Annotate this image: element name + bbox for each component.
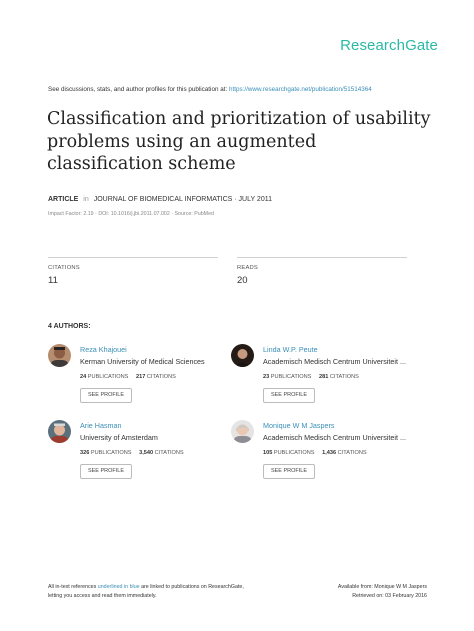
publications-count: 326 <box>80 450 90 456</box>
researchgate-logo[interactable]: ResearchGate <box>340 37 438 54</box>
author-card <box>231 344 416 414</box>
citations-count: 281 <box>318 374 329 380</box>
see-profile-button[interactable]: SEE PROFILE <box>80 388 132 403</box>
citations-label: CITATIONS <box>48 265 80 271</box>
publications-label: PUBLICATIONS <box>273 450 315 456</box>
footer-pre: All in-text references <box>48 584 98 590</box>
author-institution: University of Amsterdam <box>80 433 158 442</box>
discussion-text: See discussions, stats, and author profiles for this publication at: <box>48 86 229 93</box>
author-counts <box>80 374 176 380</box>
authors-heading: 4 AUTHORS: <box>48 323 91 330</box>
see-profile-button[interactable]: SEE PROFILE <box>263 388 315 403</box>
see-profile-button[interactable]: SEE PROFILE <box>80 464 132 479</box>
publications-label: PUBLICATIONS <box>87 374 129 380</box>
footer-note-line-1 <box>48 583 244 592</box>
author-institution: Academisch Medisch Centrum Universiteit ... <box>263 433 406 442</box>
publications-label: PUBLICATIONS <box>90 450 132 456</box>
author-card <box>231 420 416 490</box>
author-institution: Academisch Medisch Centrum Universiteit ... <box>263 357 406 366</box>
author-counts <box>80 450 184 456</box>
author-counts <box>263 450 367 456</box>
publications-count: 23 <box>263 374 270 380</box>
publication-sub-meta: Impact Factor: 2.19 · DOI: 10.1016/j.jbi.2011.07.002 · Source: PubMed <box>48 211 214 217</box>
citations-label: CITATIONS <box>154 450 184 456</box>
publication-link[interactable]: https://www.researchgate.net/publication/51514364 <box>228 86 372 93</box>
publications-count: 24 <box>80 374 87 380</box>
underlined-link-example[interactable]: underlined in blue <box>97 584 140 590</box>
in-label: in <box>83 196 89 203</box>
author-card <box>48 344 233 414</box>
avatar[interactable] <box>48 420 71 443</box>
publication-type: ARTICLE <box>48 196 79 203</box>
author-name[interactable]: Reza Khajouei <box>80 345 127 354</box>
publications-count: 105 <box>263 450 273 456</box>
avatar[interactable] <box>48 344 71 367</box>
citations-count: 217 <box>135 374 146 380</box>
author-counts <box>263 374 359 380</box>
reads-label: READS <box>237 265 258 271</box>
citations-label: CITATIONS <box>329 374 359 380</box>
reads-stat <box>237 257 407 286</box>
author-card <box>48 420 233 490</box>
citations-label: CITATIONS <box>146 374 176 380</box>
author-name[interactable]: Monique W M Jaspers <box>263 421 335 430</box>
publications-label: PUBLICATIONS <box>270 374 312 380</box>
citations-count: 3,540 <box>139 450 154 456</box>
author-name[interactable]: Arie Hasman <box>80 421 122 430</box>
footer-availability <box>338 583 427 601</box>
avatar[interactable] <box>231 420 254 443</box>
available-from: Available from: Monique W M Jaspers <box>337 584 427 590</box>
author-institution: Kerman University of Medical Sciences <box>80 357 205 366</box>
publication-meta <box>48 196 272 203</box>
journal-venue[interactable]: JOURNAL OF BIOMEDICAL INFORMATICS · JULY 2011 <box>93 196 272 203</box>
author-name[interactable]: Linda W.P. Peute <box>263 345 318 354</box>
citations-stat <box>48 257 218 286</box>
publication-title: Classification and prioritization of usability problems using an augmented classification scheme <box>47 109 431 174</box>
reads-value: 20 <box>237 275 248 286</box>
citations-label: CITATIONS <box>337 450 367 456</box>
avatar[interactable] <box>231 344 254 367</box>
citations-value: 11 <box>48 275 58 286</box>
footer-note <box>48 583 244 601</box>
citations-count: 1,436 <box>322 450 337 456</box>
retrieved-on: Retrieved on: 03 February 2016 <box>352 593 427 599</box>
footer-note-line-2: letting you access and read them immediately. <box>48 593 157 599</box>
see-profile-button[interactable]: SEE PROFILE <box>263 464 315 479</box>
footer-post: are linked to publications on ResearchGate, <box>139 584 244 590</box>
discussion-line <box>48 86 372 93</box>
